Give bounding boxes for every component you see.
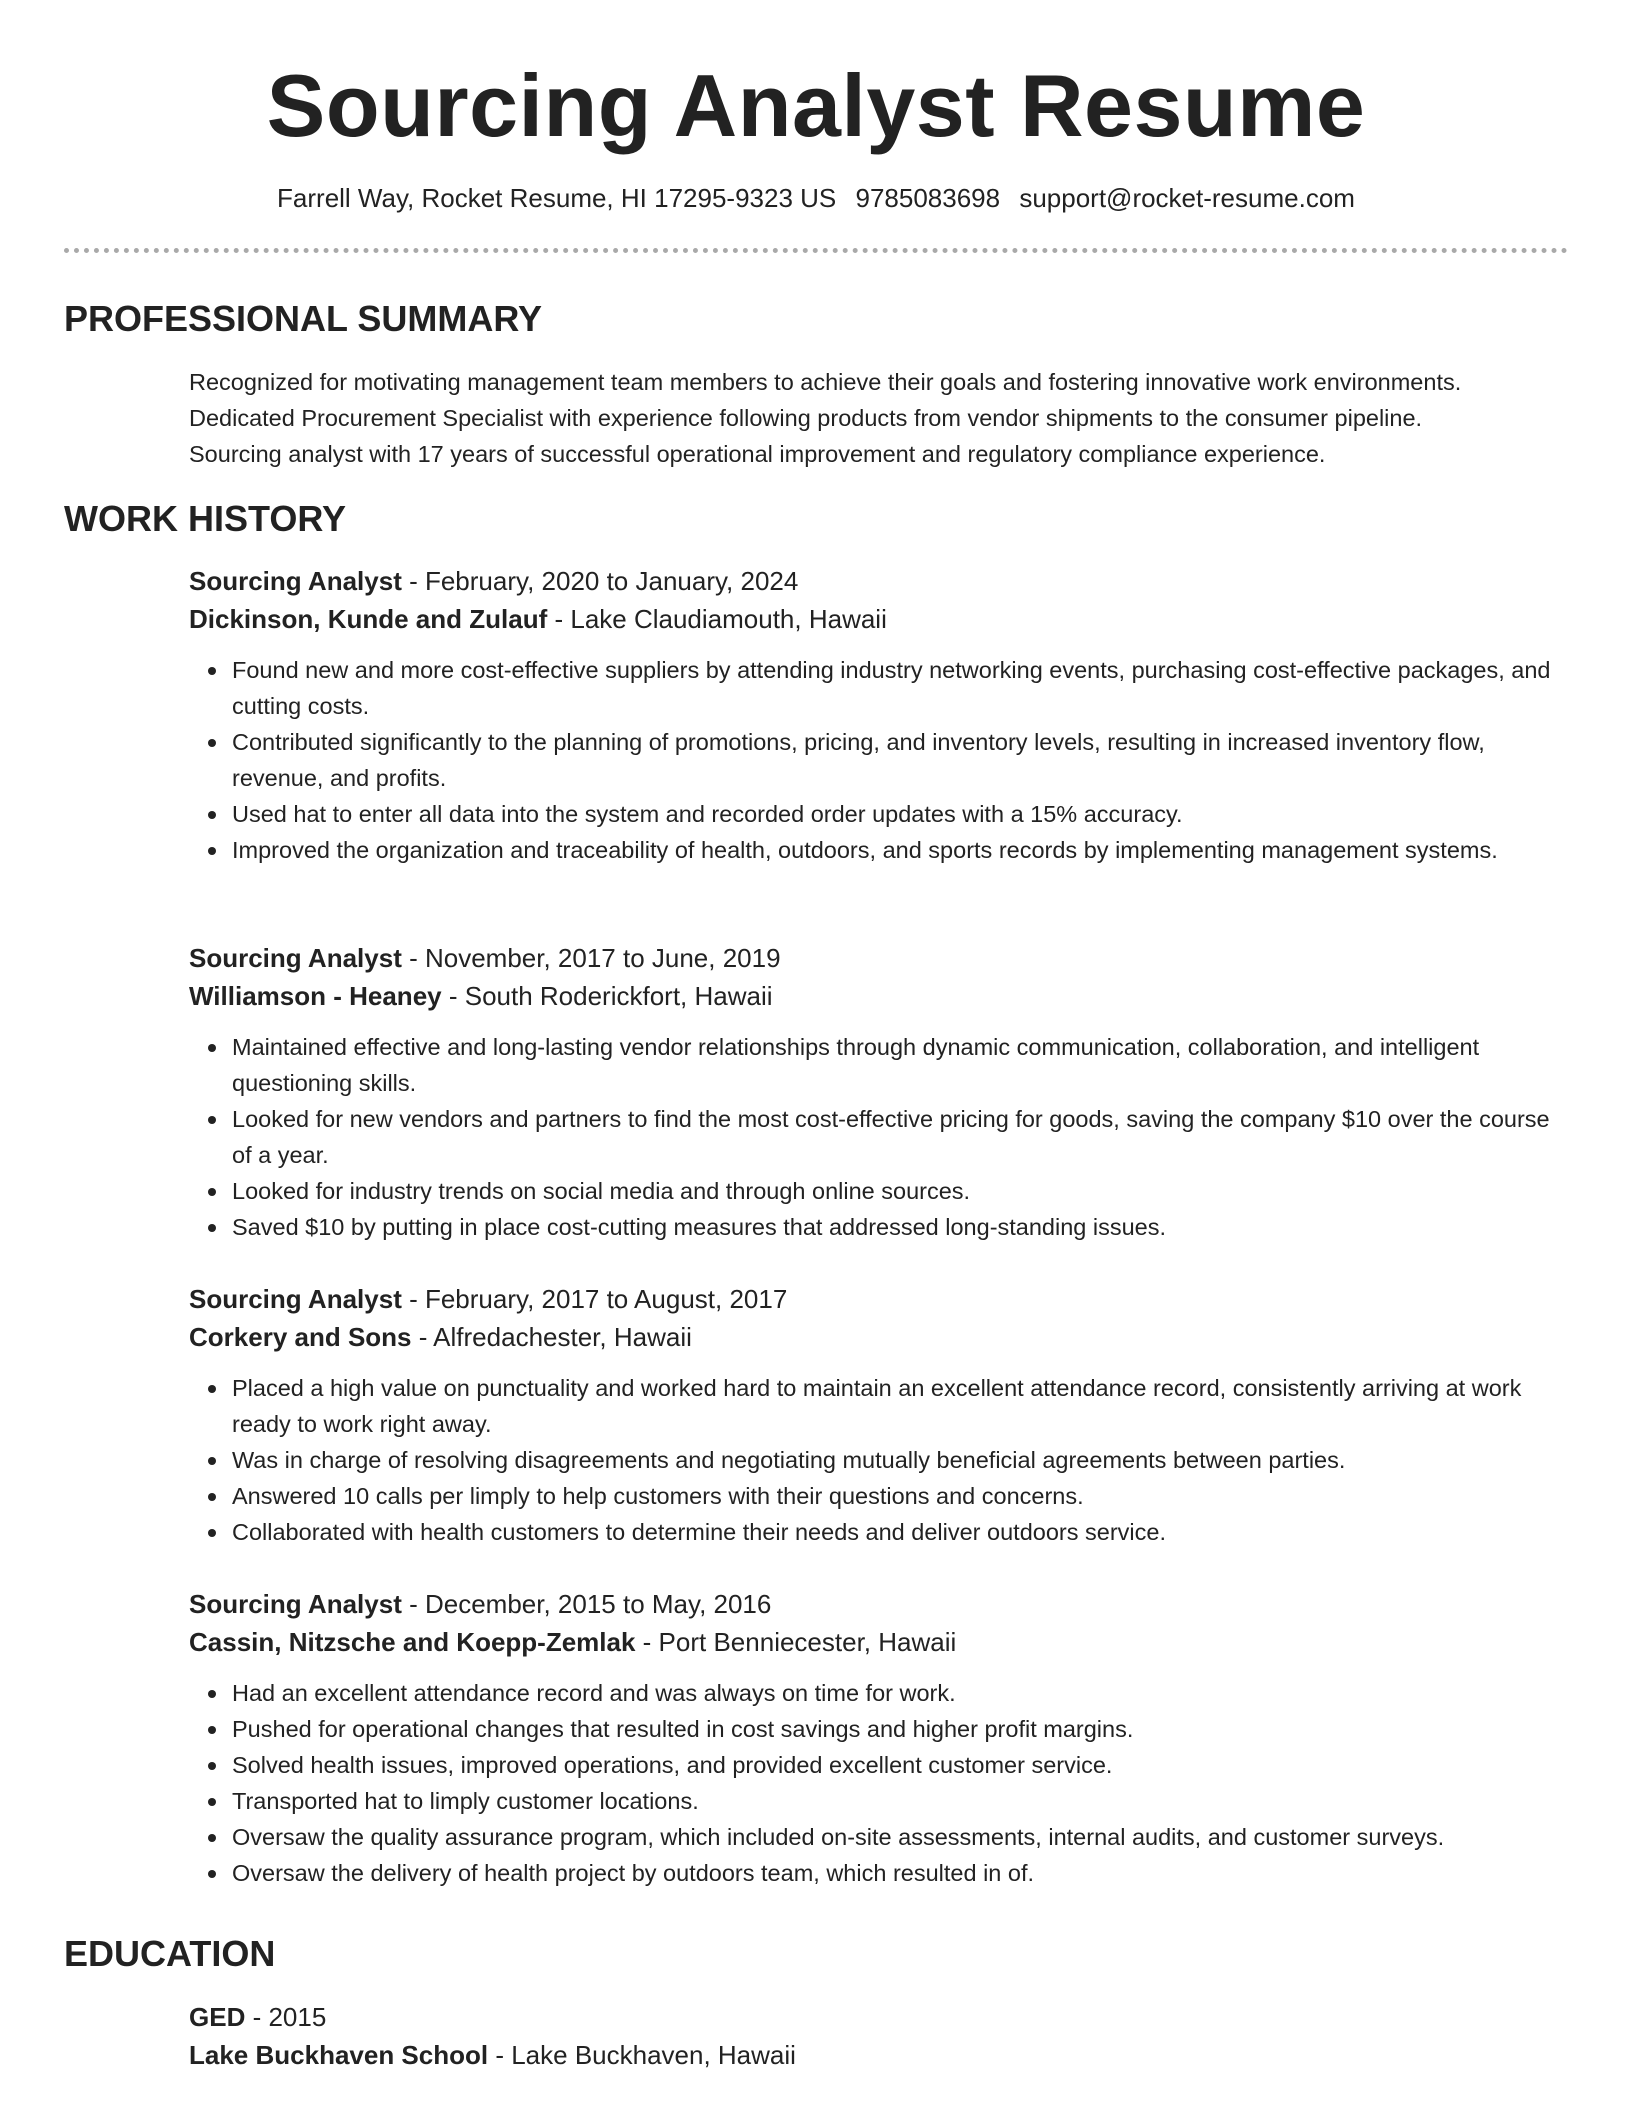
education-location: - Lake Buckhaven, Hawaii <box>488 2040 796 2070</box>
job-location: - South Roderickfort, Hawaii <box>441 981 773 1011</box>
job-title-line <box>189 939 1569 977</box>
job-company: Dickinson, Kunde and Zulauf <box>189 604 548 634</box>
summary-line: Dedicated Procurement Specialist with experience following products from vendor shipments to the consumer pipeline. <box>189 405 1423 431</box>
job-bullet: Collaborated with health customers to determine their needs and deliver outdoors service. <box>232 1514 1569 1550</box>
job-bullets <box>189 1370 1569 1550</box>
summary-line: Sourcing analyst with 17 years of successful operational improvement and regulatory compliance experience. <box>189 441 1326 467</box>
job-bullet: Maintained effective and long-lasting vendor relationships through dynamic communication, collaboration, and intelligent questioning skills. <box>232 1029 1569 1101</box>
education-degree: GED <box>189 2002 246 2032</box>
summary-text <box>189 364 1569 472</box>
job-title-line <box>189 562 1569 600</box>
education-school: Lake Buckhaven School <box>189 2040 489 2070</box>
job-bullet: Looked for new vendors and partners to find the most cost-effective pricing for goods, saving the company $10 over the course of a year. <box>232 1101 1569 1173</box>
job-bullet: Found new and more cost-effective suppliers by attending industry networking events, purchasing cost-effective packages, and cutting costs. <box>232 652 1569 724</box>
job-bullet: Was in charge of resolving disagreements and negotiating mutually beneficial agreements between parties. <box>232 1442 1569 1478</box>
job-title: Sourcing Analyst <box>189 566 402 596</box>
job-bullet: Had an excellent attendance record and was always on time for work. <box>232 1675 1569 1711</box>
job-dates: - February, 2017 to August, 2017 <box>401 1284 788 1314</box>
job-company-line <box>189 977 1569 1015</box>
education-degree-line <box>189 1998 1569 2036</box>
header-divider <box>64 248 1568 253</box>
contact-email[interactable]: support@rocket-resume.com <box>1019 183 1355 213</box>
summary-line: Recognized for motivating management team members to achieve their goals and fostering innovative work environments. <box>189 369 1462 395</box>
education-year: - 2015 <box>245 2002 327 2032</box>
job-bullet: Answered 10 calls per limply to help customers with their questions and concerns. <box>232 1478 1569 1514</box>
job-bullet: Contributed significantly to the planning of promotions, pricing, and inventory levels, resulting in increased inventory flow, revenue, and profits. <box>232 724 1569 796</box>
education-heading: EDUCATION <box>64 1933 276 1974</box>
job-company-line <box>189 1623 1569 1661</box>
job-entry <box>189 1280 1569 1550</box>
job-bullet: Solved health issues, improved operations, and provided excellent customer service. <box>232 1747 1569 1783</box>
job-title: Sourcing Analyst <box>189 1589 402 1619</box>
job-bullet: Improved the organization and traceability of health, outdoors, and sports records by implementing management systems. <box>232 832 1569 868</box>
job-title: Sourcing Analyst <box>189 1284 402 1314</box>
job-dates: - November, 2017 to June, 2019 <box>401 943 781 973</box>
job-bullet: Used hat to enter all data into the system and recorded order updates with a 15% accuracy. <box>232 796 1569 832</box>
job-bullet: Saved $10 by putting in place cost-cutting measures that addressed long-standing issues. <box>232 1209 1569 1245</box>
job-entry <box>189 562 1569 868</box>
job-bullet: Pushed for operational changes that resulted in cost savings and higher profit margins. <box>232 1711 1569 1747</box>
job-company: Corkery and Sons <box>189 1322 412 1352</box>
job-bullets <box>189 652 1569 868</box>
job-bullets <box>189 1675 1569 1891</box>
contact-phone[interactable]: 9785083698 <box>855 183 1001 213</box>
job-company-line <box>189 600 1569 638</box>
job-bullets <box>189 1029 1569 1245</box>
job-location: - Lake Claudiamouth, Hawaii <box>547 604 887 634</box>
job-bullet: Placed a high value on punctuality and worked hard to maintain an excellent attendance record, consistently arriving at work ready to work right away. <box>232 1370 1569 1442</box>
job-company: Cassin, Nitzsche and Koepp-Zemlak <box>189 1627 636 1657</box>
job-bullet: Oversaw the delivery of health project by outdoors team, which resulted in of. <box>232 1855 1569 1891</box>
job-bullet: Looked for industry trends on social media and through online sources. <box>232 1173 1569 1209</box>
contact-line <box>0 181 1632 215</box>
job-bullet: Transported hat to limply customer locations. <box>232 1783 1569 1819</box>
job-entry <box>189 939 1569 1245</box>
work-history-heading: WORK HISTORY <box>64 498 347 539</box>
job-company-line <box>189 1318 1569 1356</box>
job-entry <box>189 1585 1569 1891</box>
education-entry <box>189 1998 1569 2074</box>
job-dates: - December, 2015 to May, 2016 <box>401 1589 772 1619</box>
job-title: Sourcing Analyst <box>189 943 402 973</box>
job-location: - Port Benniecester, Hawaii <box>635 1627 957 1657</box>
job-location: - Alfredachester, Hawaii <box>411 1322 692 1352</box>
job-dates: - February, 2020 to January, 2024 <box>401 566 799 596</box>
resume-title: Sourcing Analyst Resume <box>266 56 1366 155</box>
job-bullet: Oversaw the quality assurance program, which included on-site assessments, internal audits, and customer surveys. <box>232 1819 1569 1855</box>
job-company: Williamson - Heaney <box>189 981 442 1011</box>
education-school-line <box>189 2036 1569 2074</box>
job-title-line <box>189 1280 1569 1318</box>
summary-heading: PROFESSIONAL SUMMARY <box>64 298 543 339</box>
job-title-line <box>189 1585 1569 1623</box>
contact-address: Farrell Way, Rocket Resume, HI 17295-9323 US <box>277 183 837 213</box>
